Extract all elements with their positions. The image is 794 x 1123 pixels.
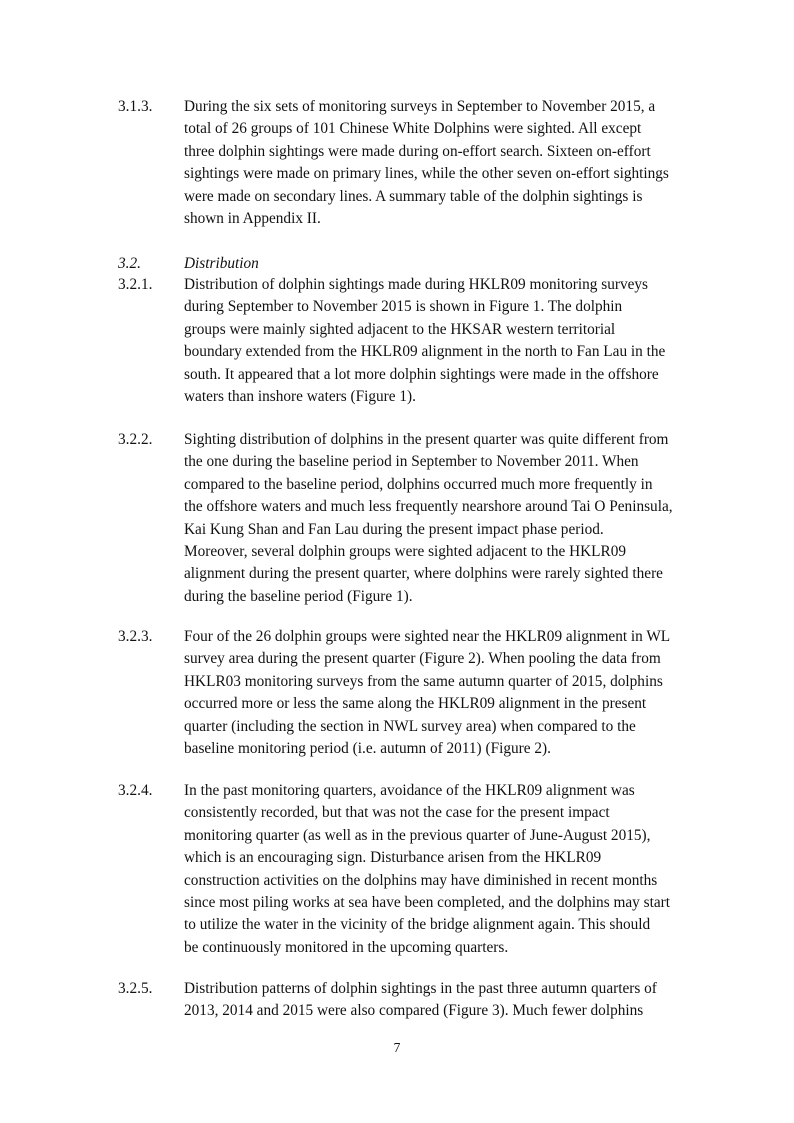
paragraph-3-2-3 xyxy=(118,626,708,760)
paragraph-body xyxy=(184,626,708,760)
page-number: 7 xyxy=(393,1040,401,1055)
paragraph-number: 3.1.3. xyxy=(118,98,153,115)
paragraph-number: 3.2.3. xyxy=(118,628,153,645)
paragraph-line: consistently recorded, but that was not the case for the present impact xyxy=(184,804,610,822)
paragraph-line: total of 26 groups of 101 Chinese White Dolphins were sighted. All except xyxy=(184,120,642,138)
paragraph-3-1-3 xyxy=(118,96,708,230)
paragraph-line: compared to the baseline period, dolphins occurred much more frequently in xyxy=(184,475,653,493)
paragraph-line: boundary extended from the HKLR09 alignment in the north to Fan Lau in the xyxy=(184,343,666,361)
paragraph-line: south. It appeared that a lot more dolphin sightings were made in the offshore xyxy=(184,365,659,383)
paragraph-line: Distribution patterns of dolphin sightings in the past three autumn quarters of xyxy=(184,980,657,997)
paragraph-number: 3.2.5. xyxy=(118,980,153,997)
paragraph-line: three dolphin sightings were made during on-effort search. Sixteen on-effort xyxy=(184,142,651,160)
paragraph-body xyxy=(184,780,708,959)
paragraph-line: to utilize the water in the vicinity of the bridge alignment again. This should xyxy=(184,916,651,934)
paragraph-3-2-5 xyxy=(118,978,708,1023)
paragraph-line: sightings were made on primary lines, while the other seven on-effort sightings xyxy=(184,165,669,183)
paragraph-line: In the past monitoring quarters, avoidance of the HKLR09 alignment was xyxy=(184,782,635,799)
paragraph-line: the offshore waters and much less frequently nearshore around Tai O Peninsula, xyxy=(184,498,673,516)
paragraph-number: 3.2.2. xyxy=(118,431,153,448)
paragraph-line: waters than inshore waters (Figure 1). xyxy=(184,388,416,406)
paragraph-3-2-4 xyxy=(118,780,708,959)
paragraph-line: Distribution of dolphin sightings made during HKLR09 monitoring surveys xyxy=(184,276,648,293)
paragraph-line: occurred more or less the same along the HKLR09 alignment in the present xyxy=(184,695,647,713)
paragraph-line: 2013, 2014 and 2015 were also compared (Figure 3). Much fewer dolphins xyxy=(184,1002,644,1020)
paragraph-line: be continuously monitored in the upcoming quarters. xyxy=(184,938,509,956)
paragraph-line: since most piling works at sea have been completed, and the dolphins may start xyxy=(184,894,670,912)
paragraph-3-2-1 xyxy=(118,274,708,408)
paragraph-line: were made on secondary lines. A summary table of the dolphin sightings is xyxy=(184,187,643,205)
paragraph-line: groups were mainly sighted adjacent to the HKSAR western territorial xyxy=(184,320,616,338)
paragraph-line: monitoring quarter (as well as in the previous quarter of June-August 2015), xyxy=(184,826,651,844)
paragraph-number: 3.2.4. xyxy=(118,782,153,799)
paragraph-line: shown in Appendix II. xyxy=(184,210,321,228)
section-title: Distribution xyxy=(184,255,259,272)
paragraph-body xyxy=(184,429,708,608)
paragraph-line: during September to November 2015 is shown in Figure 1. The dolphin xyxy=(184,298,623,316)
paragraph-number: 3.2.1. xyxy=(118,276,153,293)
paragraph-line: quarter (including the section in NWL survey area) when compared to the xyxy=(184,717,636,735)
paragraph-line: baseline monitoring period (i.e. autumn of 2011) (Figure 2). xyxy=(184,740,551,758)
paragraph-line: During the six sets of monitoring surveys in September to November 2015, a xyxy=(184,98,656,115)
paragraph-body xyxy=(184,978,708,1023)
paragraph-line: Kai Kung Shan and Fan Lau during the present impact phase period. xyxy=(184,520,604,538)
section-heading xyxy=(118,253,708,275)
section-number: 3.2. xyxy=(118,255,141,272)
paragraph-line: alignment during the present quarter, where dolphins were rarely sighted there xyxy=(184,565,663,583)
paragraph-body xyxy=(184,96,708,230)
paragraph-line: Sighting distribution of dolphins in the present quarter was quite different from xyxy=(184,431,669,448)
paragraph-line: HKLR03 monitoring surveys from the same autumn quarter of 2015, dolphins xyxy=(184,672,663,690)
paragraph-line: Four of the 26 dolphin groups were sighted near the HKLR09 alignment in WL xyxy=(184,628,671,645)
paragraph-line: construction activities on the dolphins may have diminished in recent months xyxy=(184,871,658,889)
paragraph-line: the one during the baseline period in September to November 2011. When xyxy=(184,453,639,471)
paragraph-line: Moreover, several dolphin groups were sighted adjacent to the HKLR09 xyxy=(184,543,627,561)
paragraph-line: which is an encouraging sign. Disturbance arisen from the HKLR09 xyxy=(184,849,602,867)
paragraph-body xyxy=(184,274,708,408)
paragraph-line: during the baseline period (Figure 1). xyxy=(184,587,413,605)
paragraph-3-2-2 xyxy=(118,429,708,608)
paragraph-line: survey area during the present quarter (Figure 2). When pooling the data from xyxy=(184,650,661,668)
